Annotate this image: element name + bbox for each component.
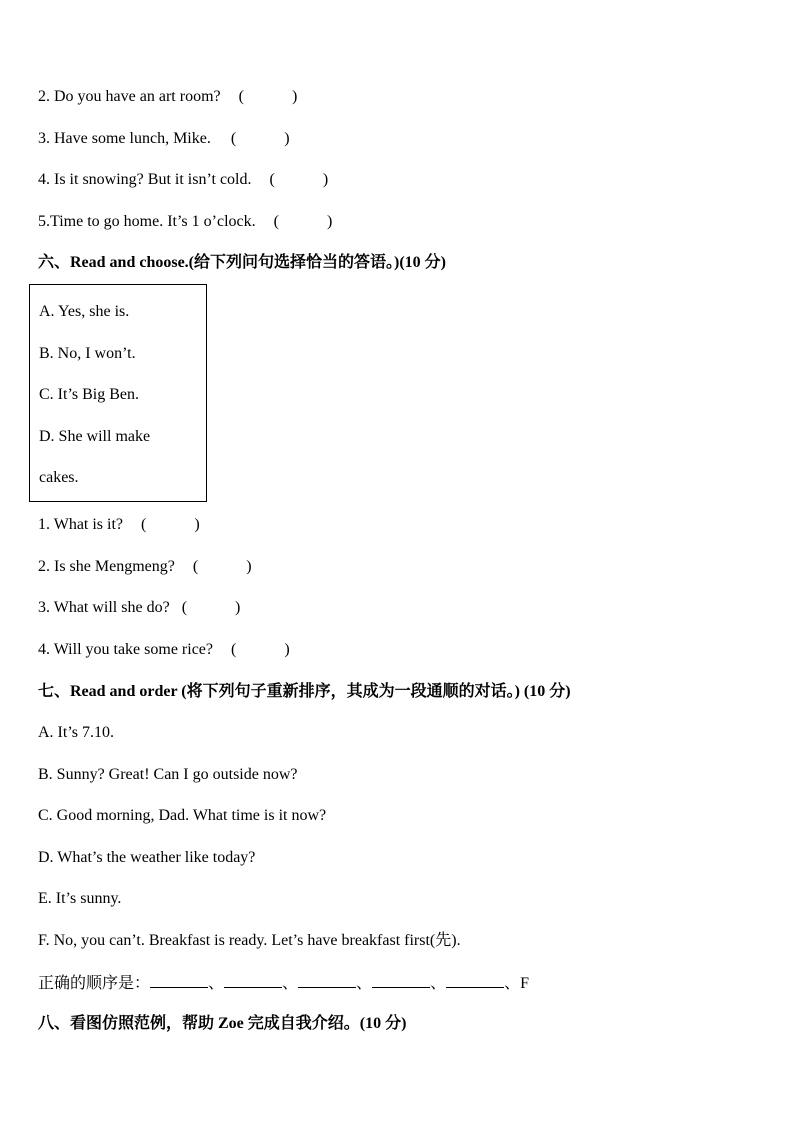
question-item: 2. Is she Mengmeng? ( ) xyxy=(38,558,252,575)
option-b: B. No, I won’t. xyxy=(39,345,136,362)
option-c: C. It’s Big Ben. xyxy=(39,386,140,403)
option-d-continued: cakes. xyxy=(39,469,79,486)
answer-blank: ( ) xyxy=(269,171,329,188)
order-blank-5[interactable] xyxy=(446,973,504,988)
option-a: A. Yes, she is. xyxy=(39,303,130,320)
section-7-heading: 七、Read and order (将下列句子重新排序，其成为一段通顺的对话。) (10 分) xyxy=(38,683,571,700)
answer-blank: ( ) xyxy=(273,213,333,230)
question-item: 3. Have some lunch, Mike. ( ) xyxy=(38,130,290,147)
question-item: 4. Will you take some rice? ( ) xyxy=(38,641,290,658)
question-item: 4. Is it snowing? But it isn’t cold. ( ) xyxy=(38,171,329,188)
order-blank-1[interactable] xyxy=(150,973,208,988)
answer-blank: ( ) xyxy=(181,599,241,616)
option-d: D. She will make xyxy=(39,428,151,445)
order-blank-3[interactable] xyxy=(298,973,356,988)
answer-blank: ( ) xyxy=(238,88,298,105)
section-8-heading: 八、看图仿照范例，帮助 Zoe 完成自我介绍。(10 分) xyxy=(38,1015,407,1032)
sentence-b: B. Sunny? Great! Can I go outside now? xyxy=(38,766,298,783)
question-item: 2. Do you have an art room? ( ) xyxy=(38,88,298,105)
sentence-d: D. What’s the weather like today? xyxy=(38,849,256,866)
order-label: 正确的顺序是： xyxy=(38,975,151,992)
order-blank-2[interactable] xyxy=(224,973,282,988)
sentence-f: F. No, you can’t. Breakfast is ready. Let’s have breakfast first(先). xyxy=(38,932,461,949)
answer-blank: ( ) xyxy=(192,558,252,575)
answer-blank: ( ) xyxy=(231,641,290,658)
sentence-e: E. It’s sunny. xyxy=(38,890,122,907)
section-6-heading: 六、Read and choose.(给下列问句选择恰当的答语。)(10 分) xyxy=(38,254,446,271)
options-box xyxy=(29,284,207,502)
order-blank-4[interactable] xyxy=(372,973,430,988)
order-answer-line: 正确的顺序是： 、 、 、 、 、F xyxy=(38,975,529,992)
order-final: F xyxy=(520,975,529,992)
sentence-c: C. Good morning, Dad. What time is it now? xyxy=(38,807,327,824)
sentence-a: A. It’s 7.10. xyxy=(38,724,114,741)
answer-blank: ( ) xyxy=(141,516,200,533)
question-item: 5.Time to go home. It’s 1 o’clock. ( ) xyxy=(38,213,333,230)
answer-blank: ( ) xyxy=(230,130,290,147)
question-item: 3. What will she do? ( ) xyxy=(38,599,241,616)
question-item: 1. What is it? ( ) xyxy=(38,516,200,533)
